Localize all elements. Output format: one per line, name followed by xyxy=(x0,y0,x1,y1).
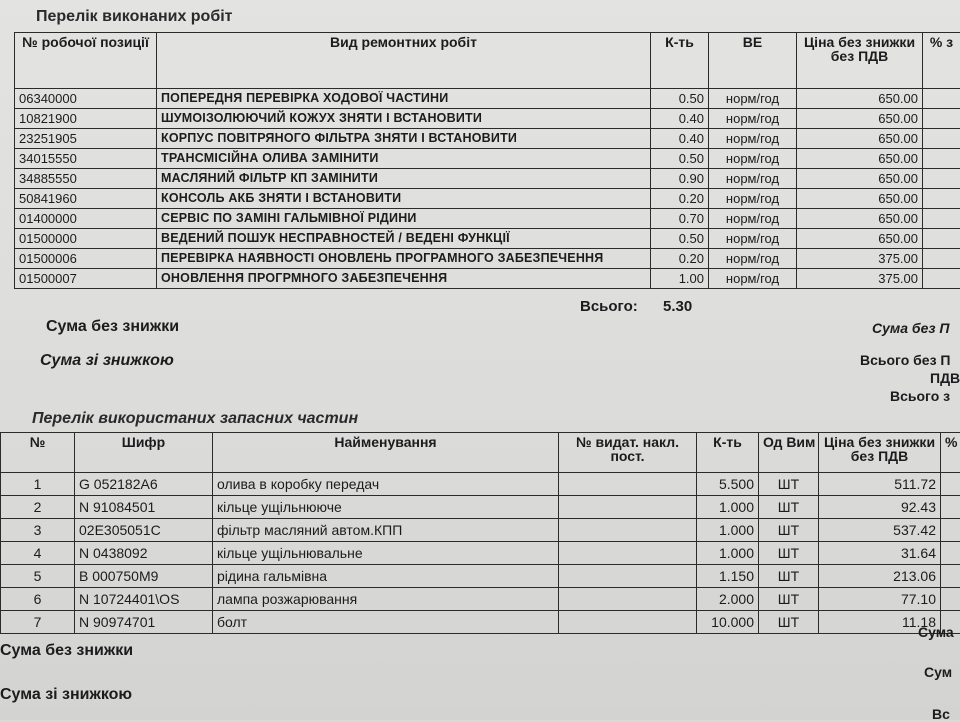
parts-invoice-cell xyxy=(559,611,697,634)
parts-number-cell: 7 xyxy=(1,611,75,634)
works-unit-cell: норм/год xyxy=(709,149,797,169)
works-code-cell: 10821900 xyxy=(15,109,157,129)
works-price-cell: 650.00 xyxy=(797,89,923,109)
works-percent-cell xyxy=(923,269,960,289)
parts-number-cell: 1 xyxy=(1,473,75,496)
works-qty-cell: 0.70 xyxy=(651,209,709,229)
parts-percent-cell xyxy=(941,473,960,496)
parts-qty-cell: 1.000 xyxy=(697,519,759,542)
parts-code-cell: N 90974701 xyxy=(75,611,213,634)
parts-price-cell: 31.64 xyxy=(819,542,941,565)
parts-qty-cell: 1.000 xyxy=(697,496,759,519)
parts-number-cell: 4 xyxy=(1,542,75,565)
parts-percent-cell xyxy=(941,496,960,519)
parts-price-cell: 511.72 xyxy=(819,473,941,496)
parts-name-cell: рідина гальмівна xyxy=(213,565,559,588)
parts-price-cell: 537.42 xyxy=(819,519,941,542)
works-percent-cell xyxy=(923,109,960,129)
works-percent-cell xyxy=(923,129,960,149)
works-percent-cell xyxy=(923,169,960,189)
works-name-cell: СЕРВІС ПО ЗАМІНІ ГАЛЬМІВНОЇ РІДИНИ xyxy=(157,209,651,229)
parts-row xyxy=(1,611,960,634)
works-unit-cell: норм/год xyxy=(709,129,797,149)
parts-number-cell: 2 xyxy=(1,496,75,519)
works-name-cell: ВЕДЕНИЙ ПОШУК НЕСПРАВНОСТЕЙ / ВЕДЕНІ ФУНКЦІЇ xyxy=(157,229,651,249)
works-row xyxy=(15,149,960,169)
works-name-cell: ТРАНСМІСІЙНА ОЛИВА ЗАМІНИТИ xyxy=(157,149,651,169)
works-row xyxy=(15,169,960,189)
parts-number-cell: 3 xyxy=(1,519,75,542)
parts-price-cell: 213.06 xyxy=(819,565,941,588)
parts-table xyxy=(0,432,960,634)
works-percent-cell xyxy=(923,209,960,229)
parts-sum-no-discount: Сума без знижки xyxy=(0,642,133,660)
parts-header-code: Шифр xyxy=(75,433,213,473)
parts-number-cell: 5 xyxy=(1,565,75,588)
works-row xyxy=(15,229,960,249)
works-row xyxy=(15,269,960,289)
parts-qty-cell: 10.000 xyxy=(697,611,759,634)
parts-invoice-cell xyxy=(559,588,697,611)
works-qty-cell: 0.40 xyxy=(651,109,709,129)
works-code-cell: 01400000 xyxy=(15,209,157,229)
works-price-cell: 650.00 xyxy=(797,129,923,149)
works-title: Перелік виконаних робіт xyxy=(36,8,233,26)
parts-unit-cell: ШТ xyxy=(759,565,819,588)
works-name-cell: КОНСОЛЬ АКБ ЗНЯТИ І ВСТАНОВИТИ xyxy=(157,189,651,209)
parts-header-percent: % xyxy=(941,433,960,473)
works-header-percent: % з xyxy=(923,33,960,89)
parts-invoice-cell xyxy=(559,519,697,542)
works-price-cell: 650.00 xyxy=(797,189,923,209)
parts-percent-cell xyxy=(941,542,960,565)
works-unit-cell: норм/год xyxy=(709,249,797,269)
works-sum-no-discount: Сума без знижки xyxy=(46,318,179,336)
parts-row xyxy=(1,519,960,542)
works-qty-cell: 0.50 xyxy=(651,149,709,169)
works-qty-cell: 0.20 xyxy=(651,189,709,209)
parts-invoice-cell xyxy=(559,542,697,565)
works-unit-cell: норм/год xyxy=(709,109,797,129)
works-unit-cell: норм/год xyxy=(709,209,797,229)
works-code-cell: 06340000 xyxy=(15,89,157,109)
works-total-label: Всього: xyxy=(580,298,638,315)
parts-name-cell: кільце ущільнювальне xyxy=(213,542,559,565)
parts-unit-cell: ШТ xyxy=(759,473,819,496)
works-total-value: 5.30 xyxy=(663,298,692,315)
works-code-cell: 23251905 xyxy=(15,129,157,149)
works-price-cell: 650.00 xyxy=(797,209,923,229)
parts-header-number: № xyxy=(1,433,75,473)
parts-right-vs: Вс xyxy=(932,706,950,722)
parts-row xyxy=(1,473,960,496)
works-header-position: № робочої позиції xyxy=(15,33,157,89)
works-row xyxy=(15,209,960,229)
works-row xyxy=(15,89,960,109)
works-unit-cell: норм/год xyxy=(709,89,797,109)
works-percent-cell xyxy=(923,149,960,169)
parts-name-cell: болт xyxy=(213,611,559,634)
parts-name-cell: фільтр масляний автом.КПП xyxy=(213,519,559,542)
parts-right-sum-1: Сума xyxy=(918,624,954,640)
parts-row xyxy=(1,542,960,565)
works-code-cell: 01500007 xyxy=(15,269,157,289)
parts-qty-cell: 1.150 xyxy=(697,565,759,588)
parts-percent-cell xyxy=(941,519,960,542)
works-qty-cell: 0.50 xyxy=(651,229,709,249)
parts-code-cell: B 000750M9 xyxy=(75,565,213,588)
works-price-cell: 650.00 xyxy=(797,109,923,129)
parts-unit-cell: ШТ xyxy=(759,611,819,634)
parts-right-sum-2: Сум xyxy=(924,664,952,680)
parts-title: Перелік використаних запасних частин xyxy=(32,410,358,428)
parts-header-unit: Од Вим xyxy=(759,433,819,473)
parts-price-cell: 92.43 xyxy=(819,496,941,519)
parts-unit-cell: ШТ xyxy=(759,496,819,519)
parts-header-invoice: № видат. накл. пост. xyxy=(559,433,697,473)
works-row xyxy=(15,129,960,149)
parts-number-cell: 6 xyxy=(1,588,75,611)
works-qty-cell: 0.40 xyxy=(651,129,709,149)
works-qty-cell: 0.90 xyxy=(651,169,709,189)
works-price-cell: 650.00 xyxy=(797,229,923,249)
parts-row xyxy=(1,496,960,519)
works-header-type: Вид ремонтних робіт xyxy=(157,33,651,89)
works-row xyxy=(15,189,960,209)
works-code-cell: 01500000 xyxy=(15,229,157,249)
parts-invoice-cell xyxy=(559,565,697,588)
parts-unit-cell: ШТ xyxy=(759,519,819,542)
parts-name-cell: олива в коробку передач xyxy=(213,473,559,496)
parts-price-cell: 77.10 xyxy=(819,588,941,611)
works-header-price: Ціна без знижки без ПДВ xyxy=(797,33,923,89)
parts-invoice-cell xyxy=(559,473,697,496)
parts-unit-cell: ШТ xyxy=(759,542,819,565)
works-code-cell: 34885550 xyxy=(15,169,157,189)
works-percent-cell xyxy=(923,249,960,269)
works-qty-cell: 1.00 xyxy=(651,269,709,289)
works-right-total-no-vat: Всього без П xyxy=(860,352,951,368)
works-qty-cell: 0.20 xyxy=(651,249,709,269)
works-unit-cell: норм/год xyxy=(709,189,797,209)
parts-qty-cell: 2.000 xyxy=(697,588,759,611)
works-row xyxy=(15,109,960,129)
parts-code-cell: N 91084501 xyxy=(75,496,213,519)
works-price-cell: 650.00 xyxy=(797,169,923,189)
works-name-cell: ОНОВЛЕННЯ ПРОГРМНОГО ЗАБЕЗПЕЧЕННЯ xyxy=(157,269,651,289)
works-table xyxy=(14,32,960,289)
works-price-cell: 375.00 xyxy=(797,249,923,269)
parts-sum-with-discount: Сума зі знижкою xyxy=(0,686,132,704)
parts-name-cell: кільце ущільнююче xyxy=(213,496,559,519)
parts-invoice-cell xyxy=(559,496,697,519)
works-price-cell: 375.00 xyxy=(797,269,923,289)
parts-qty-cell: 5.500 xyxy=(697,473,759,496)
parts-code-cell: 02E305051C xyxy=(75,519,213,542)
works-percent-cell xyxy=(923,89,960,109)
parts-row xyxy=(1,588,960,611)
parts-code-cell: G 052182A6 xyxy=(75,473,213,496)
works-header-unit: ВЕ xyxy=(709,33,797,89)
works-right-total-with-vat: Всього з xyxy=(890,388,950,404)
works-name-cell: ПОПЕРЕДНЯ ПЕРЕВІРКА ХОДОВОЇ ЧАСТИНИ xyxy=(157,89,651,109)
works-header-qty: К-ть xyxy=(651,33,709,89)
works-unit-cell: норм/год xyxy=(709,269,797,289)
parts-header-qty: К-ть xyxy=(697,433,759,473)
parts-percent-cell xyxy=(941,588,960,611)
works-percent-cell xyxy=(923,189,960,209)
works-name-cell: ПЕРЕВІРКА НАЯВНОСТІ ОНОВЛЕНЬ ПРОГРАМНОГО ЗАБЕЗПЕЧЕННЯ xyxy=(157,249,651,269)
works-unit-cell: норм/год xyxy=(709,169,797,189)
works-percent-cell xyxy=(923,229,960,249)
parts-unit-cell: ШТ xyxy=(759,588,819,611)
works-name-cell: ШУМОІЗОЛЮЮЧИЙ КОЖУХ ЗНЯТИ І ВСТАНОВИТИ xyxy=(157,109,651,129)
parts-code-cell: N 10724401\OS xyxy=(75,588,213,611)
works-right-vat: ПДВ xyxy=(930,370,960,386)
works-right-sum-label: Сума без П xyxy=(872,320,950,336)
works-qty-cell: 0.50 xyxy=(651,89,709,109)
parts-qty-cell: 1.000 xyxy=(697,542,759,565)
works-name-cell: МАСЛЯНИЙ ФІЛЬТР КП ЗАМІНИТИ xyxy=(157,169,651,189)
parts-header-name: Найменування xyxy=(213,433,559,473)
parts-code-cell: N 0438092 xyxy=(75,542,213,565)
parts-name-cell: лампа розжарювання xyxy=(213,588,559,611)
parts-header-price: Ціна без знижки без ПДВ xyxy=(819,433,941,473)
parts-price-cell: 11.18 xyxy=(819,611,941,634)
works-unit-cell: норм/год xyxy=(709,229,797,249)
works-code-cell: 50841960 xyxy=(15,189,157,209)
parts-percent-cell xyxy=(941,565,960,588)
works-name-cell: КОРПУС ПОВІТРЯНОГО ФІЛЬТРА ЗНЯТИ І ВСТАНОВИТИ xyxy=(157,129,651,149)
works-row xyxy=(15,249,960,269)
works-code-cell: 34015550 xyxy=(15,149,157,169)
parts-row xyxy=(1,565,960,588)
works-price-cell: 650.00 xyxy=(797,149,923,169)
works-sum-with-discount: Сума зі знижкою xyxy=(40,352,174,370)
works-code-cell: 01500006 xyxy=(15,249,157,269)
